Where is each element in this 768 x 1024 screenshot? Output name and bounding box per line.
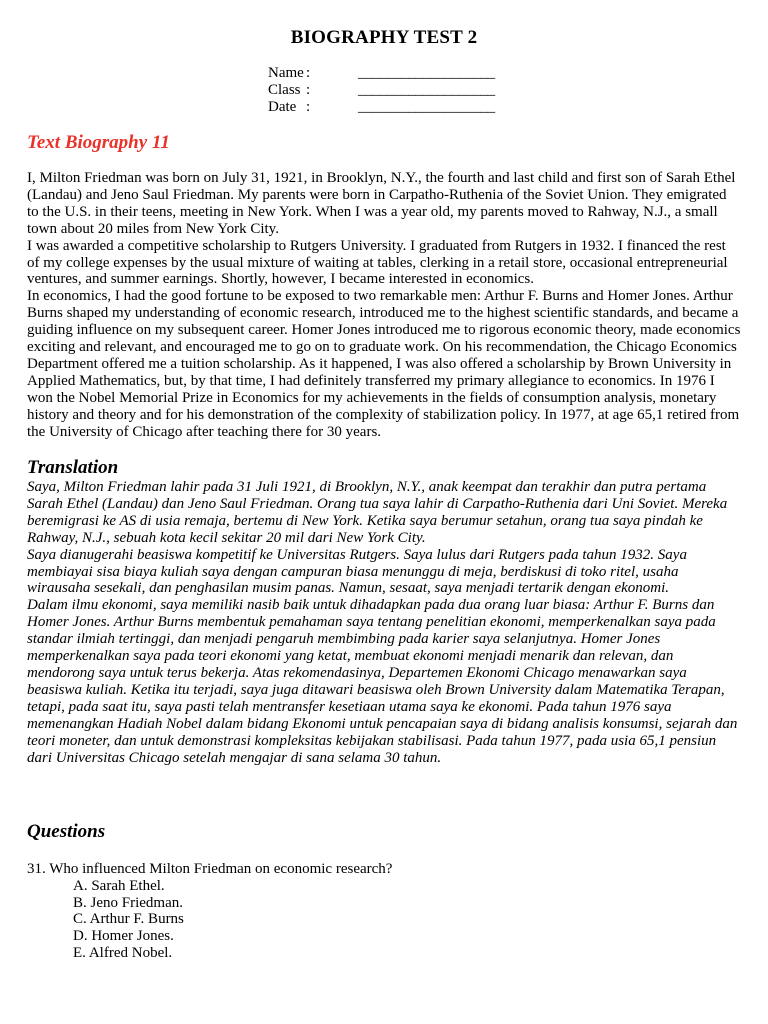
date-label: Date [268,99,297,115]
student-info-block [268,65,498,116]
date-row [268,99,498,116]
date-blank-line: ___________________ [358,99,495,115]
bio-paragraph-1: I, Milton Friedman was born on July 31, 1921, in Brooklyn, N.Y., the fourth and last child and first son of Sarah Ethel (Landau) and Jeno Saul Friedman. My parents were born in Carpatho-Ruthenia of the Soviet Union. They emigrated to the U.S. in their teens, meeting in New York. When I was a year old, my parents moved to Rahway, N.J., a small town about 20 miles from New York City. [27,170,736,237]
option-b[interactable]: B. Jeno Friedman. [73,894,183,911]
class-row [268,82,498,99]
bio-paragraph-2: I was awarded a competitive scholarship to Rutgers University. I graduated from Rutgers in 1932. I financed the rest of my college expenses by the usual mixture of waiting at tables, clerking in a retail store, occasional entrepreneurial ventures, and summer earnings. Shortly, however, I became interested in economics. [27,237,728,288]
translation-text [27,479,741,766]
class-blank-line: ___________________ [358,82,495,98]
translation-paragraph-1: Saya, Milton Friedman lahir pada 31 Juli 1921, di Brooklyn, N.Y., anak keempat dan terakhir dan putra pertama Sarah Ethel (Landau) dan Jeno Saul Friedman. Orang tua saya lahir di Carpatho-Ruthenia dari Uni Soviet. Mereka beremigrasi ke AS di usia remaja, bertemu di New York. Ketika saya berumur setahun, orang tua saya pindah ke Rahway, N.J., sebuah kota kecil sekitar 20 mil dari New York City. [27,479,728,546]
date-colon: : [306,99,311,115]
translation-heading: Translation [27,457,119,478]
name-blank-line: ___________________ [358,65,495,81]
class-colon: : [306,82,311,98]
option-c[interactable]: C. Arthur F. Burns [73,911,184,928]
option-e[interactable]: E. Alfred Nobel. [73,944,173,961]
option-d[interactable]: D. Homer Jones. [73,928,174,945]
bio-section-heading: Text Biography 11 [27,132,170,153]
name-colon: : [306,65,311,81]
name-row [268,65,498,82]
question-text: 31. Who influenced Milton Friedman on economic research? [27,861,393,877]
translation-paragraph-2: Saya dianugerahi beasiswa kompetitif ke Universitas Rutgers. Saya lulus dari Rutgers pada tahun 1932. Saya membiayai sisa biaya kuliah saya dengan campuran biasa menunggu di meja, berdiskusi di toko ritel, usaha wirausaha sesekali, dan penghasilan musim panas. Namun, sesaat, saya menjadi tertarik dengan ekonomi. [27,546,687,597]
document-title: BIOGRAPHY TEST 2 [290,27,478,48]
translation-paragraph-3: Dalam ilmu ekonomi, saya memiliki nasib baik untuk dihadapkan pada dua orang luar biasa: Arthur F. Burns dan Homer Jones. Arthur Burns membentuk pemahaman saya tentang penelitian ekonomi, memperkenalkan saya pada standar ilmiah tertinggi, dan menjadi pengaruh membimbing pada karier saya selanjutnya. Homer Jones memperkenalkan saya pada teori ekonomi yang ketat, membuat ekonomi menjadi menarik dan relevan, dan mendorong saya untuk terus bekerja. Atas rekomendasinya, Departemen Ekonomi Chicago menawarkan saya beasiswa kuliah. Ketika itu terjadi, saya juga ditawari beasiswa oleh Brown University dalam Matematika Terapan, tetapi, pada saat itu, saya pasti telah mentransfer kesetiaan utama saya ke ekonomi. Pada tahun 1976 saya memenangkan Hadiah Nobel dalam bidang Ekonomi untuk pencapaian saya di bidang analisis konsumsi, sejarah dan teori moneter, dan untuk demonstrasi kompleksitas kebijakan stabilisasi. Pada tahun 1977, pada usia 65,1 pensiun dari Universitas Chicago setelah mengajar di sana selama 30 tahun. [27,597,738,766]
biography-text [27,170,741,441]
bio-paragraph-3: In economics, I had the good fortune to be exposed to two remarkable men: Arthur F. Burns and Homer Jones. Arthur Burns shaped my understanding of economic research, introduced me to the highest scientific standards, and became a guiding influence on my subsequent career. Homer Jones introduced me to rigorous economic theory, made economics exciting and relevant, and encouraged me to go on to graduate work. On his recommendation, the Chicago Economics Department offered me a tuition scholarship. As it happened, I was also offered a scholarship by Brown University in Applied Mathematics, but, by that time, I had definitely transferred my primary allegiance to economics. In 1976 I won the Nobel Memorial Prize in Economics for my achievements in the fields of consumption analysis, monetary history and theory and for his demonstration of the complexity of stabilization policy. In 1977, at age 65,1 retired from the University of Chicago after teaching there for 30 years. [27,288,741,440]
name-label: Name [268,65,304,81]
option-a[interactable]: A. Sarah Ethel. [73,877,165,894]
answer-options [27,878,392,962]
class-label: Class [268,82,301,98]
questions-heading: Questions [27,821,106,842]
question-31 [27,861,392,962]
